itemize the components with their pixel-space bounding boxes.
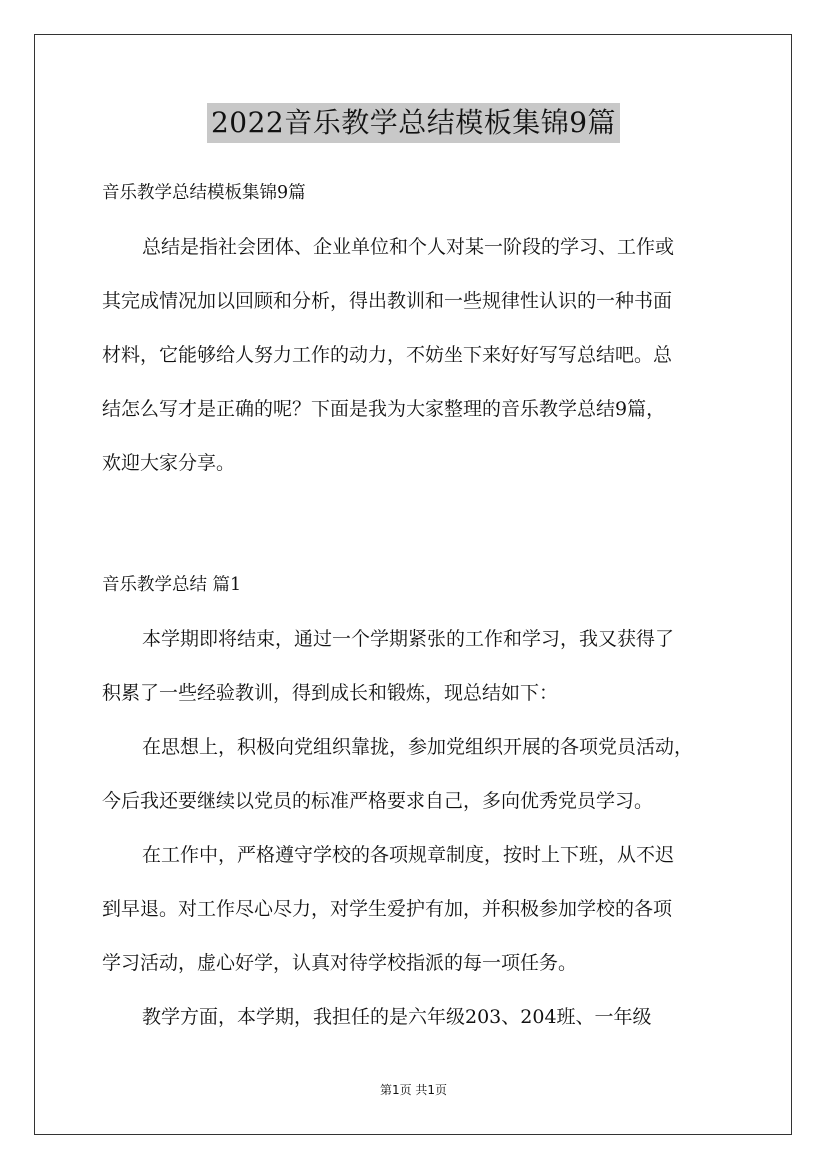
intro-line: 结怎么写才是正确的呢？下面是我为大家整理的音乐教学总结9篇， [102,398,666,420]
title-container [0,103,827,143]
document-subtitle: 音乐教学总结模板集锦9篇 [102,183,306,203]
paragraph-line: 在工作中，严格遵守学校的各项规章制度，按时上下班，从不迟 [142,844,675,866]
paragraph-line: 今后我还要继续以党员的标准严格要求自己，多向优秀党员学习。 [102,790,654,812]
paragraph-line: 在思想上，积极向党组织靠拢，参加党组织开展的各项党员活动， [142,736,694,758]
section-paragraph [102,997,732,1037]
section-paragraph [102,619,732,713]
section-paragraph [102,835,732,983]
intro-paragraph [102,227,732,483]
intro-line: 其完成情况加以回顾和分析，得出教训和一些规律性认识的一种书面 [102,290,673,312]
intro-line: 欢迎大家分享。 [102,452,236,474]
section-paragraph [102,727,732,821]
paragraph-line: 积累了一些经验教训，得到成长和锻炼，现总结如下： [102,682,559,704]
intro-line: 总结是指社会团体、企业单位和个人对某一阶段的学习、工作或 [142,236,675,258]
paragraph-line: 学习活动，虚心好学，认真对待学校指派的每一项任务。 [102,952,578,974]
paragraph-line: 教学方面，本学期，我担任的是六年级203、204班、一年级 [142,1006,652,1028]
intro-line: 材料，它能够给人努力工作的动力，不妨坐下来好好写写总结吧。总 [102,344,673,366]
paragraph-line: 本学期即将结束，通过一个学期紧张的工作和学习，我又获得了 [142,628,675,650]
document-body [102,173,732,1051]
section-spacer [102,497,732,565]
section-heading: 音乐教学总结 篇1 [102,575,242,595]
page-footer: 第1页 共1页 [379,1083,448,1097]
document-title: 2022音乐教学总结模板集锦9篇 [207,103,620,143]
paragraph-line: 到早退。对工作尽心尽力，对学生爱护有加，并积极参加学校的各项 [102,898,673,920]
